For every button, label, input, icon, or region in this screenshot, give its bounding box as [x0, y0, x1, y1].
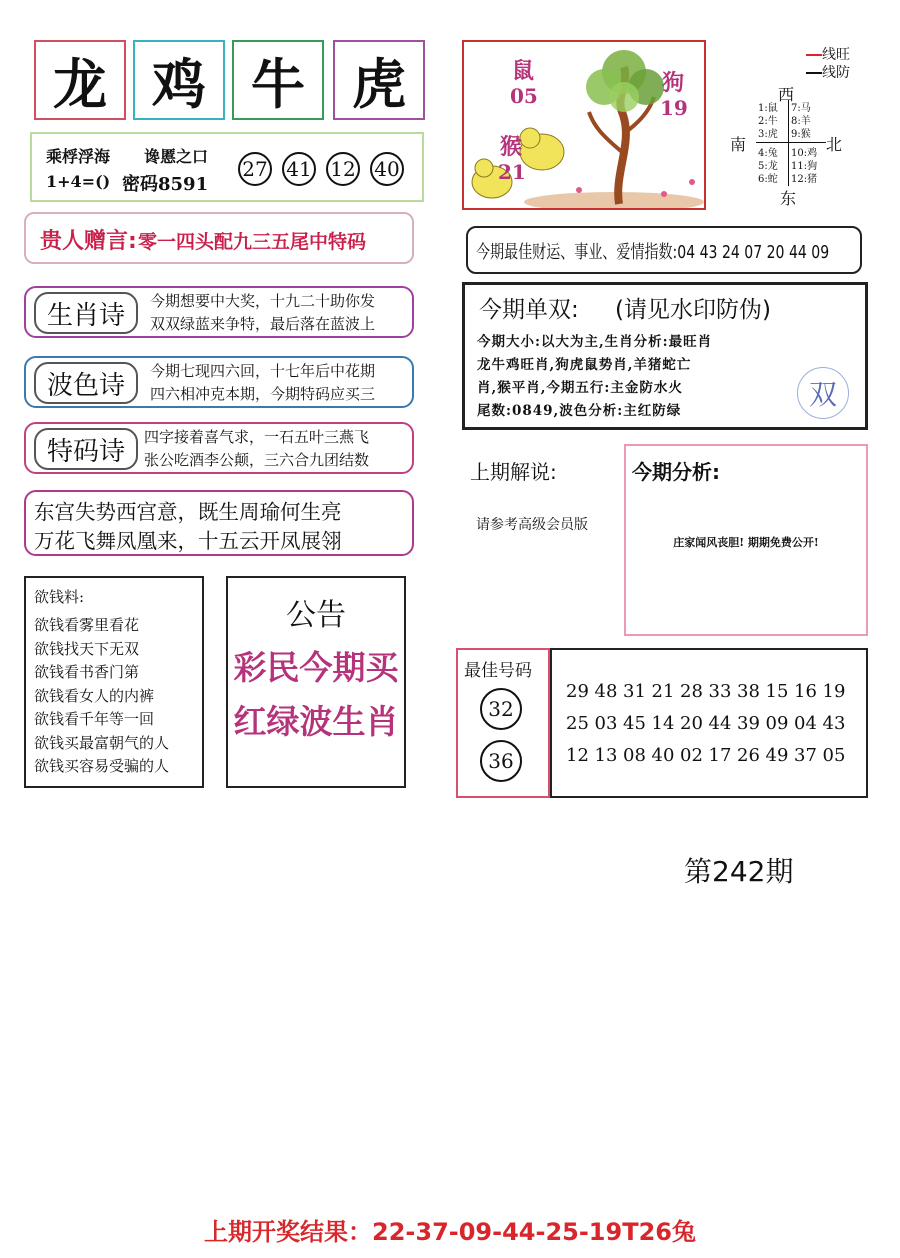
poem-line: 今期七现四六回，十七年后中花期 [150, 362, 376, 380]
zodiac-box-4 [333, 40, 425, 120]
yuqian-item: 欲钱看雾里看花 [34, 616, 140, 634]
yuqian-item: 欲钱看书香门第 [34, 663, 140, 681]
yuqian-item: 欲钱看女人的内裤 [34, 686, 155, 705]
poem-line: 四六相冲克本期，今期特码应买三 [150, 385, 376, 403]
zodiac-char: 虎 [352, 51, 406, 116]
compass-east: 东 [780, 189, 797, 208]
danshuang-line: 龙牛鸡旺肖,狗虎鼠势肖,羊猪蛇亡 [477, 357, 692, 373]
poem-label: 生肖诗 [34, 292, 138, 334]
puzzle-number: 12 [326, 152, 360, 186]
danshuang-line: 今期大小:以大为主,生肖分析:最旺肖 [477, 334, 713, 350]
last-period-title: 上期解说: [470, 460, 557, 484]
analysis-box [624, 444, 868, 636]
hou-number: 21 [498, 160, 526, 184]
guiren-label: 贵人赠言: [40, 229, 137, 254]
danshuang-line: 尾数:0849,波色分析:主红防绿 [477, 403, 682, 419]
puzzle-box [30, 132, 424, 202]
puzzle-number: 41 [282, 152, 316, 186]
index-label: 今期最佳财运、事业、爱情指数: [476, 242, 678, 263]
best-numbers-title: 最佳号码 [464, 661, 532, 681]
yuqian-item: 欲钱买最富朝气的人 [34, 733, 170, 752]
guiren-box [24, 212, 414, 264]
zodiac-box-1 [34, 40, 126, 120]
yuqian-item: 欲钱买容易受骗的人 [34, 757, 170, 775]
poem-line: 张公吃酒李公颠，三六合九团结数 [144, 451, 370, 469]
legend-fang: 线防 [806, 64, 850, 82]
compass-south: 南 [730, 135, 747, 154]
best-numbers-left [456, 648, 550, 798]
zodiac-char: 鸡 [152, 51, 206, 116]
poem-line: 四字接着喜气求，一石五叶三燕飞 [144, 428, 370, 446]
best-numbers-row: 29 48 31 21 28 33 38 15 16 19 [566, 681, 846, 702]
issue-number: 第242期 [684, 855, 794, 888]
hou-label: 猴 [500, 134, 523, 160]
best-circle: 32 [480, 688, 522, 730]
zodiac-char: 牛 [251, 51, 305, 116]
yuqian-item: 欲钱看千年等一回 [34, 710, 155, 728]
big-poem-box [24, 490, 414, 556]
analysis-title: 今期分析: [632, 460, 720, 484]
zodiac-box-3 [232, 40, 324, 120]
big-poem-line: 万花飞舞凤凰来，十五云开凤展翎 [34, 529, 342, 553]
gou-number: 19 [660, 96, 688, 120]
puzzle-number: 40 [370, 152, 404, 186]
gonggao-box [226, 576, 406, 788]
index-numbers: 04 43 24 07 20 44 09 [677, 242, 830, 263]
danshuang-line: 肖,猴平肖,今期五行:主金防水火 [477, 380, 683, 396]
guiren-text: 零一四头配九三五尾中特码 [138, 231, 367, 253]
zodiac-char: 龙 [53, 51, 107, 116]
best-circle: 36 [480, 740, 522, 782]
compass-legend [806, 46, 850, 82]
poem-line: 今期想要中大奖，十九二十助你发 [150, 292, 376, 310]
poem-line: 双双绿蓝来争特，最后落在蓝波上 [150, 315, 376, 333]
last-result-footer: 上期开奖结果：22-37-09-44-25-19T26兔 [204, 1218, 696, 1246]
gou-label: 狗 [662, 70, 685, 96]
poem-label: 波色诗 [34, 362, 138, 404]
shu-number: 05 [510, 84, 538, 108]
poem-box-tema [24, 422, 414, 474]
yuqian-box [24, 576, 204, 788]
zodiac-box-2 [133, 40, 225, 120]
best-numbers-row: 25 03 45 14 20 44 39 09 04 43 [566, 713, 846, 734]
watermark-shuang: 双 [797, 367, 849, 419]
yuqian-item: 欲钱找天下无双 [34, 639, 140, 658]
puzzle-line1-b: 谗慝之口 [144, 147, 209, 166]
gonggao-line: 红绿波生肖 [233, 702, 399, 741]
gonggao-line: 彩民今期买 [233, 648, 399, 687]
danshuang-note: (请见水印防伪) [615, 297, 771, 323]
index-box [466, 226, 862, 274]
index-text [476, 238, 829, 264]
puzzle-number: 27 [238, 152, 272, 186]
compass-col-1: 1:鼠 2:牛 3:虎 4:兔 5:龙 6:蛇 [758, 103, 778, 185]
yuqian-list [34, 614, 169, 779]
puzzle-line1-a: 乘桴浮海 [46, 147, 111, 166]
danshuang-lines [477, 331, 712, 423]
best-numbers-box [456, 648, 868, 798]
gonggao-title: 公告 [286, 598, 346, 633]
analysis-text: 庄家闻风丧胆! 期期免费公开! [673, 536, 819, 549]
compass-col-2: 7:马 8:羊 9:猴 10:鸡 11:狗 12:猪 [791, 103, 818, 185]
poem-box-bose [24, 356, 414, 408]
compass-west: 西 [778, 85, 795, 104]
poem-box-shengxiao [24, 286, 414, 338]
shu-label: 鼠 [512, 58, 535, 84]
puzzle-line2-b: 密码8591 [122, 174, 209, 195]
danshuang-box [462, 282, 868, 430]
best-numbers-grid [566, 676, 851, 772]
last-period-text: 请参考高级会员版 [476, 517, 588, 533]
puzzle-line2-a: 1+4=() [46, 172, 111, 191]
compass-north: 北 [826, 135, 843, 154]
legend-wang: 线旺 [806, 46, 850, 64]
best-numbers-row: 12 13 08 40 02 17 26 49 37 05 [566, 745, 846, 766]
danshuang-title: 今期单双: [479, 297, 579, 323]
yuqian-title: 欲钱料: [34, 588, 85, 606]
zodiac-picture-box [462, 40, 706, 210]
big-poem-line: 东宫失势西宫意，既生周瑜何生亮 [34, 500, 342, 524]
poem-label: 特码诗 [34, 428, 138, 470]
